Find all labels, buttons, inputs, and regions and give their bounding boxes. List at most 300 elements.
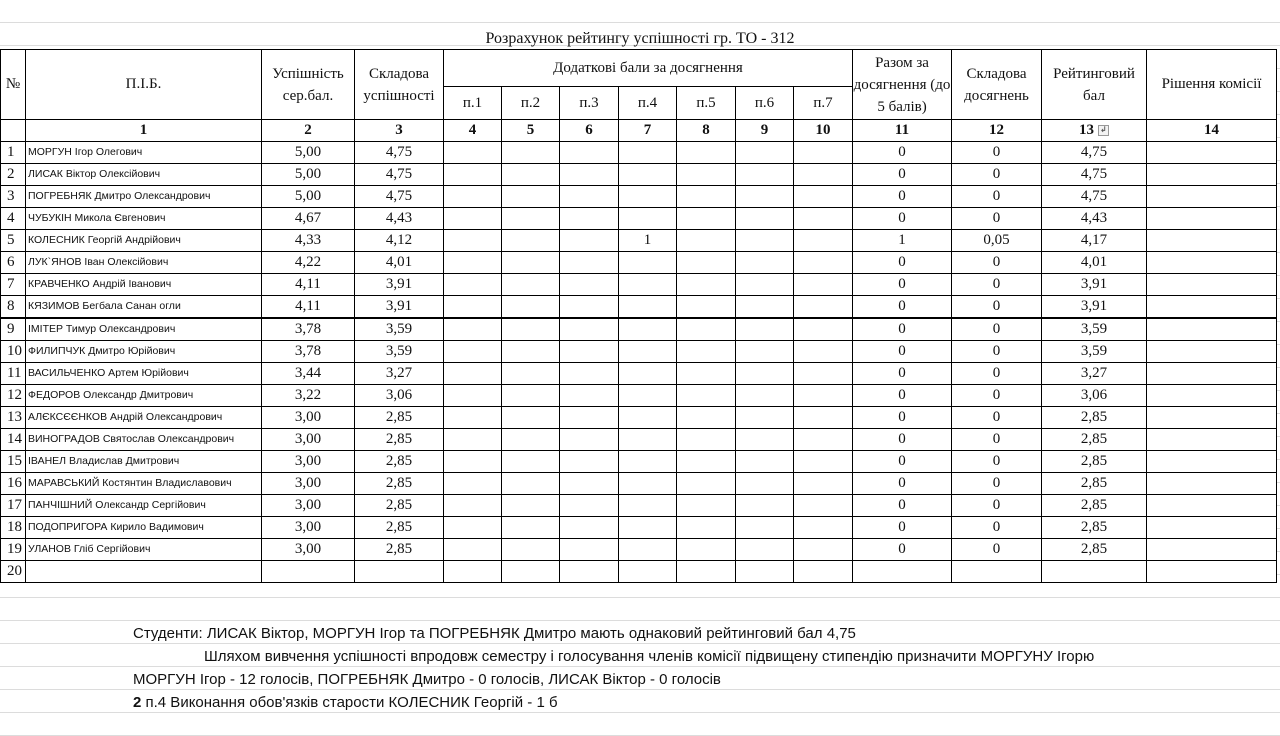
- success-component-cell[interactable]: 4,75: [355, 142, 444, 164]
- p6-cell[interactable]: [736, 429, 794, 451]
- p7-cell[interactable]: [794, 561, 853, 583]
- decision-cell[interactable]: [1147, 296, 1277, 319]
- avg-score-cell[interactable]: 4,11: [262, 296, 355, 319]
- achievement-component-cell[interactable]: 0: [952, 495, 1042, 517]
- col-number-cell[interactable]: 10: [794, 120, 853, 142]
- total-achievements-cell[interactable]: 0: [853, 517, 952, 539]
- avg-score-cell[interactable]: 5,00: [262, 142, 355, 164]
- success-component-cell[interactable]: 2,85: [355, 451, 444, 473]
- decision-cell[interactable]: [1147, 142, 1277, 164]
- total-achievements-cell[interactable]: [853, 561, 952, 583]
- p6-cell[interactable]: [736, 142, 794, 164]
- p3-cell[interactable]: [560, 274, 619, 296]
- row-number-cell[interactable]: 15: [1, 451, 26, 473]
- achievement-component-cell[interactable]: 0: [952, 363, 1042, 385]
- p3-cell[interactable]: [560, 473, 619, 495]
- p3-cell[interactable]: [560, 407, 619, 429]
- p2-cell[interactable]: [502, 451, 560, 473]
- p3-cell[interactable]: [560, 208, 619, 230]
- student-name-cell[interactable]: ІВАНЕЛ Владислав Дмитрович: [26, 451, 262, 473]
- total-achievements-cell[interactable]: 0: [853, 363, 952, 385]
- p5-cell[interactable]: [677, 274, 736, 296]
- success-component-cell[interactable]: 4,75: [355, 164, 444, 186]
- success-component-cell[interactable]: 2,85: [355, 539, 444, 561]
- p3-cell[interactable]: [560, 429, 619, 451]
- rating-score-cell[interactable]: 2,85: [1042, 407, 1147, 429]
- p2-cell[interactable]: [502, 296, 560, 319]
- achievement-component-cell[interactable]: 0: [952, 318, 1042, 341]
- avg-score-cell[interactable]: 4,22: [262, 252, 355, 274]
- achievement-component-cell[interactable]: 0: [952, 385, 1042, 407]
- p3-cell[interactable]: [560, 495, 619, 517]
- student-name-cell[interactable]: КОЛЕСНИК Георгій Андрійович: [26, 230, 262, 252]
- p7-cell[interactable]: [794, 186, 853, 208]
- rating-score-cell[interactable]: 3,91: [1042, 274, 1147, 296]
- p1-cell[interactable]: [444, 561, 502, 583]
- decision-cell[interactable]: [1147, 517, 1277, 539]
- p1-cell[interactable]: [444, 385, 502, 407]
- student-name-cell[interactable]: АЛЄКСЄЄНКОВ Андрій Олександрович: [26, 407, 262, 429]
- achievement-component-cell[interactable]: 0: [952, 274, 1042, 296]
- p1-cell[interactable]: [444, 407, 502, 429]
- p6-cell[interactable]: [736, 164, 794, 186]
- p1-cell[interactable]: [444, 142, 502, 164]
- p1-cell[interactable]: [444, 208, 502, 230]
- p1-cell[interactable]: [444, 230, 502, 252]
- rating-score-cell[interactable]: 3,59: [1042, 341, 1147, 363]
- p3-cell[interactable]: [560, 164, 619, 186]
- p1-cell[interactable]: [444, 451, 502, 473]
- total-achievements-cell[interactable]: 0: [853, 274, 952, 296]
- student-name-cell[interactable]: КЯЗИМОВ Бегбала Санан огли: [26, 296, 262, 319]
- student-name-cell[interactable]: ПАНЧІШНИЙ Олександр Сергійович: [26, 495, 262, 517]
- col-number-cell[interactable]: 2: [262, 120, 355, 142]
- row-number-cell[interactable]: 6: [1, 252, 26, 274]
- p3-cell[interactable]: [560, 561, 619, 583]
- p1-cell[interactable]: [444, 186, 502, 208]
- p7-cell[interactable]: [794, 429, 853, 451]
- decision-cell[interactable]: [1147, 341, 1277, 363]
- decision-cell[interactable]: [1147, 473, 1277, 495]
- total-achievements-cell[interactable]: 0: [853, 451, 952, 473]
- p1-cell[interactable]: [444, 274, 502, 296]
- rating-score-cell[interactable]: 2,85: [1042, 429, 1147, 451]
- p7-cell[interactable]: [794, 230, 853, 252]
- student-name-cell[interactable]: ВАСИЛЬЧЕНКО Артем Юрійович: [26, 363, 262, 385]
- decision-cell[interactable]: [1147, 407, 1277, 429]
- success-component-cell[interactable]: 2,85: [355, 517, 444, 539]
- filter-dropdown-icon[interactable]: ↲: [1098, 125, 1109, 136]
- achievement-component-cell[interactable]: 0: [952, 142, 1042, 164]
- p7-cell[interactable]: [794, 318, 853, 341]
- avg-score-cell[interactable]: 3,00: [262, 495, 355, 517]
- student-name-cell[interactable]: ФЕДОРОВ Олександр Дмитрович: [26, 385, 262, 407]
- p6-cell[interactable]: [736, 451, 794, 473]
- p5-cell[interactable]: [677, 296, 736, 319]
- p6-cell[interactable]: [736, 517, 794, 539]
- note-bonus[interactable]: [133, 694, 558, 711]
- rating-score-cell[interactable]: 3,91: [1042, 296, 1147, 319]
- achievement-component-cell[interactable]: 0: [952, 208, 1042, 230]
- row-number-cell[interactable]: 10: [1, 341, 26, 363]
- decision-cell[interactable]: [1147, 495, 1277, 517]
- student-name-cell[interactable]: МОРГУН Ігор Олегович: [26, 142, 262, 164]
- avg-score-cell[interactable]: 3,00: [262, 429, 355, 451]
- row-number-cell[interactable]: 8: [1, 296, 26, 319]
- avg-score-cell[interactable]: 3,00: [262, 407, 355, 429]
- p4-cell[interactable]: [619, 363, 677, 385]
- p5-cell[interactable]: [677, 341, 736, 363]
- p4-cell[interactable]: [619, 429, 677, 451]
- achievement-component-cell[interactable]: 0: [952, 296, 1042, 319]
- total-achievements-cell[interactable]: 0: [853, 186, 952, 208]
- p3-cell[interactable]: [560, 341, 619, 363]
- student-name-cell[interactable]: ВИНОГРАДОВ Святослав Олександрович: [26, 429, 262, 451]
- header-p5[interactable]: п.5: [677, 87, 736, 120]
- decision-cell[interactable]: [1147, 318, 1277, 341]
- decision-cell[interactable]: [1147, 252, 1277, 274]
- success-component-cell[interactable]: 3,59: [355, 318, 444, 341]
- p7-cell[interactable]: [794, 341, 853, 363]
- p3-cell[interactable]: [560, 385, 619, 407]
- col-number-cell[interactable]: 7: [619, 120, 677, 142]
- p2-cell[interactable]: [502, 274, 560, 296]
- rating-score-cell[interactable]: 4,43: [1042, 208, 1147, 230]
- student-name-cell[interactable]: УЛАНОВ Гліб Сергійович: [26, 539, 262, 561]
- row-number-cell[interactable]: 5: [1, 230, 26, 252]
- decision-cell[interactable]: [1147, 363, 1277, 385]
- achievement-component-cell[interactable]: 0: [952, 186, 1042, 208]
- header-p7[interactable]: п.7: [794, 87, 853, 120]
- p3-cell[interactable]: [560, 186, 619, 208]
- total-achievements-cell[interactable]: 0: [853, 495, 952, 517]
- decision-cell[interactable]: [1147, 186, 1277, 208]
- p2-cell[interactable]: [502, 517, 560, 539]
- col-number-cell[interactable]: 9: [736, 120, 794, 142]
- avg-score-cell[interactable]: 4,67: [262, 208, 355, 230]
- header-p3[interactable]: п.3: [560, 87, 619, 120]
- total-achievements-cell[interactable]: 0: [853, 539, 952, 561]
- achievement-component-cell[interactable]: [952, 561, 1042, 583]
- p5-cell[interactable]: [677, 385, 736, 407]
- student-name-cell[interactable]: ПОДОПРИГОРА Кирило Вадимович: [26, 517, 262, 539]
- col-number-cell[interactable]: [1042, 120, 1147, 142]
- success-component-cell[interactable]: 2,85: [355, 495, 444, 517]
- rating-score-cell[interactable]: 4,01: [1042, 252, 1147, 274]
- header-p1[interactable]: п.1: [444, 87, 502, 120]
- header-pib[interactable]: П.І.Б.: [26, 50, 262, 120]
- col-number-cell[interactable]: 3: [355, 120, 444, 142]
- p5-cell[interactable]: [677, 164, 736, 186]
- p6-cell[interactable]: [736, 230, 794, 252]
- p6-cell[interactable]: [736, 539, 794, 561]
- rating-score-cell[interactable]: 3,06: [1042, 385, 1147, 407]
- p3-cell[interactable]: [560, 539, 619, 561]
- p2-cell[interactable]: [502, 186, 560, 208]
- col-number-cell[interactable]: 12: [952, 120, 1042, 142]
- row-number-cell[interactable]: 13: [1, 407, 26, 429]
- p3-cell[interactable]: [560, 363, 619, 385]
- p6-cell[interactable]: [736, 252, 794, 274]
- p3-cell[interactable]: [560, 296, 619, 319]
- col-number-cell[interactable]: 4: [444, 120, 502, 142]
- p6-cell[interactable]: [736, 341, 794, 363]
- total-achievements-cell[interactable]: 0: [853, 407, 952, 429]
- p5-cell[interactable]: [677, 186, 736, 208]
- p3-cell[interactable]: [560, 252, 619, 274]
- p1-cell[interactable]: [444, 164, 502, 186]
- success-component-cell[interactable]: 3,59: [355, 341, 444, 363]
- p2-cell[interactable]: [502, 208, 560, 230]
- note-decision[interactable]: Шляхом вивчення успішності впродовж семестру і голосування членів комісії підвищену стипендію призначити МОРГУНУ Ігорю: [204, 648, 1095, 665]
- student-name-cell[interactable]: ЧУБУКІН Микола Євгенович: [26, 208, 262, 230]
- row-number-cell[interactable]: 14: [1, 429, 26, 451]
- achievement-component-cell[interactable]: 0: [952, 164, 1042, 186]
- row-number-cell[interactable]: 9: [1, 318, 26, 341]
- p2-cell[interactable]: [502, 429, 560, 451]
- p7-cell[interactable]: [794, 142, 853, 164]
- avg-score-cell[interactable]: 3,00: [262, 539, 355, 561]
- avg-score-cell[interactable]: 5,00: [262, 186, 355, 208]
- avg-score-cell[interactable]: [262, 561, 355, 583]
- success-component-cell[interactable]: 3,91: [355, 274, 444, 296]
- p5-cell[interactable]: [677, 407, 736, 429]
- total-achievements-cell[interactable]: 0: [853, 341, 952, 363]
- header-no[interactable]: №: [1, 50, 26, 120]
- p5-cell[interactable]: [677, 517, 736, 539]
- total-achievements-cell[interactable]: 0: [853, 208, 952, 230]
- header-p6[interactable]: п.6: [736, 87, 794, 120]
- rating-score-cell[interactable]: 4,75: [1042, 164, 1147, 186]
- achievement-component-cell[interactable]: 0: [952, 473, 1042, 495]
- total-achievements-cell[interactable]: 0: [853, 385, 952, 407]
- p1-cell[interactable]: [444, 363, 502, 385]
- success-component-cell[interactable]: 4,01: [355, 252, 444, 274]
- p7-cell[interactable]: [794, 473, 853, 495]
- p1-cell[interactable]: [444, 539, 502, 561]
- p2-cell[interactable]: [502, 341, 560, 363]
- p5-cell[interactable]: [677, 473, 736, 495]
- p4-cell[interactable]: [619, 407, 677, 429]
- rating-score-cell[interactable]: 3,59: [1042, 318, 1147, 341]
- p5-cell[interactable]: [677, 142, 736, 164]
- p2-cell[interactable]: [502, 164, 560, 186]
- p5-cell[interactable]: [677, 363, 736, 385]
- header-ach[interactable]: Складова досягнень: [952, 50, 1042, 120]
- rating-score-cell[interactable]: 4,75: [1042, 142, 1147, 164]
- rating-score-cell[interactable]: 4,75: [1042, 186, 1147, 208]
- p4-cell[interactable]: [619, 164, 677, 186]
- p4-cell[interactable]: [619, 341, 677, 363]
- p7-cell[interactable]: [794, 495, 853, 517]
- p7-cell[interactable]: [794, 451, 853, 473]
- p5-cell[interactable]: [677, 495, 736, 517]
- p7-cell[interactable]: [794, 385, 853, 407]
- p2-cell[interactable]: [502, 142, 560, 164]
- header-rating[interactable]: Рейтинговий бал: [1042, 50, 1147, 120]
- total-achievements-cell[interactable]: 0: [853, 318, 952, 341]
- success-component-cell[interactable]: 3,27: [355, 363, 444, 385]
- success-component-cell[interactable]: 4,43: [355, 208, 444, 230]
- row-number-cell[interactable]: 17: [1, 495, 26, 517]
- avg-score-cell[interactable]: 3,00: [262, 517, 355, 539]
- p1-cell[interactable]: [444, 341, 502, 363]
- avg-score-cell[interactable]: 3,00: [262, 451, 355, 473]
- p5-cell[interactable]: [677, 318, 736, 341]
- p5-cell[interactable]: [677, 230, 736, 252]
- decision-cell[interactable]: [1147, 451, 1277, 473]
- col-number-cell[interactable]: 1: [26, 120, 262, 142]
- student-name-cell[interactable]: ІМІТЕР Тимур Олександрович: [26, 318, 262, 341]
- col-number-cell[interactable]: 6: [560, 120, 619, 142]
- p7-cell[interactable]: [794, 539, 853, 561]
- rating-score-cell[interactable]: 2,85: [1042, 451, 1147, 473]
- p4-cell[interactable]: [619, 318, 677, 341]
- p4-cell[interactable]: [619, 252, 677, 274]
- p5-cell[interactable]: [677, 252, 736, 274]
- p2-cell[interactable]: [502, 318, 560, 341]
- achievement-component-cell[interactable]: 0: [952, 539, 1042, 561]
- p4-cell[interactable]: [619, 561, 677, 583]
- p7-cell[interactable]: [794, 274, 853, 296]
- decision-cell[interactable]: [1147, 274, 1277, 296]
- student-name-cell[interactable]: ЛИСАК Віктор Олексійович: [26, 164, 262, 186]
- total-achievements-cell[interactable]: 0: [853, 473, 952, 495]
- p3-cell[interactable]: [560, 230, 619, 252]
- header-bonus[interactable]: Додаткові бали за досягнення: [444, 50, 853, 87]
- success-component-cell[interactable]: 3,91: [355, 296, 444, 319]
- row-number-cell[interactable]: 16: [1, 473, 26, 495]
- p5-cell[interactable]: [677, 208, 736, 230]
- p1-cell[interactable]: [444, 473, 502, 495]
- col-number-cell[interactable]: 11: [853, 120, 952, 142]
- total-achievements-cell[interactable]: 0: [853, 164, 952, 186]
- rating-score-cell[interactable]: 4,17: [1042, 230, 1147, 252]
- achievement-component-cell[interactable]: 0: [952, 341, 1042, 363]
- note-equal-rating[interactable]: Студенти: ЛИСАК Віктор, МОРГУН Ігор та ПОГРЕБНЯК Дмитро мають однаковий рейтинговий бал 4,75: [133, 625, 856, 642]
- p4-cell[interactable]: [619, 451, 677, 473]
- achievement-component-cell[interactable]: 0: [952, 407, 1042, 429]
- p2-cell[interactable]: [502, 539, 560, 561]
- total-achievements-cell[interactable]: 1: [853, 230, 952, 252]
- p7-cell[interactable]: [794, 363, 853, 385]
- achievement-component-cell[interactable]: 0: [952, 429, 1042, 451]
- col-number-cell[interactable]: 5: [502, 120, 560, 142]
- decision-cell[interactable]: [1147, 230, 1277, 252]
- p3-cell[interactable]: [560, 451, 619, 473]
- p1-cell[interactable]: [444, 429, 502, 451]
- p1-cell[interactable]: [444, 517, 502, 539]
- p4-cell[interactable]: [619, 495, 677, 517]
- p4-cell[interactable]: [619, 186, 677, 208]
- p4-cell[interactable]: [619, 142, 677, 164]
- p2-cell[interactable]: [502, 495, 560, 517]
- p1-cell[interactable]: [444, 252, 502, 274]
- total-achievements-cell[interactable]: 0: [853, 296, 952, 319]
- decision-cell[interactable]: [1147, 164, 1277, 186]
- student-name-cell[interactable]: КРАВЧЕНКО Андрій Іванович: [26, 274, 262, 296]
- row-number-cell[interactable]: 4: [1, 208, 26, 230]
- p6-cell[interactable]: [736, 274, 794, 296]
- student-name-cell[interactable]: ЛУК`ЯНОВ Іван Олексійович: [26, 252, 262, 274]
- success-component-cell[interactable]: 2,85: [355, 473, 444, 495]
- p4-cell[interactable]: [619, 473, 677, 495]
- row-number-cell[interactable]: 7: [1, 274, 26, 296]
- decision-cell[interactable]: [1147, 561, 1277, 583]
- header-p4[interactable]: п.4: [619, 87, 677, 120]
- p5-cell[interactable]: [677, 429, 736, 451]
- achievement-component-cell[interactable]: 0,05: [952, 230, 1042, 252]
- success-component-cell[interactable]: 2,85: [355, 407, 444, 429]
- avg-score-cell[interactable]: 3,78: [262, 318, 355, 341]
- p6-cell[interactable]: [736, 186, 794, 208]
- p1-cell[interactable]: [444, 495, 502, 517]
- p3-cell[interactable]: [560, 142, 619, 164]
- avg-score-cell[interactable]: 3,22: [262, 385, 355, 407]
- header-comp[interactable]: Складова успішності: [355, 50, 444, 120]
- p5-cell[interactable]: [677, 539, 736, 561]
- p7-cell[interactable]: [794, 164, 853, 186]
- avg-score-cell[interactable]: 3,78: [262, 341, 355, 363]
- p6-cell[interactable]: [736, 495, 794, 517]
- p7-cell[interactable]: [794, 252, 853, 274]
- header-p2[interactable]: п.2: [502, 87, 560, 120]
- p4-cell[interactable]: [619, 385, 677, 407]
- p7-cell[interactable]: [794, 208, 853, 230]
- avg-score-cell[interactable]: 4,33: [262, 230, 355, 252]
- p2-cell[interactable]: [502, 407, 560, 429]
- row-number-cell[interactable]: 20: [1, 561, 26, 583]
- p1-cell[interactable]: [444, 318, 502, 341]
- student-name-cell[interactable]: МАРАВСЬКИЙ Костянтин Владиславович: [26, 473, 262, 495]
- p6-cell[interactable]: [736, 473, 794, 495]
- row-number-cell[interactable]: 18: [1, 517, 26, 539]
- p6-cell[interactable]: [736, 363, 794, 385]
- decision-cell[interactable]: [1147, 429, 1277, 451]
- avg-score-cell[interactable]: 3,44: [262, 363, 355, 385]
- note-votes[interactable]: МОРГУН Ігор - 12 голосів, ПОГРЕБНЯК Дмитро - 0 голосів, ЛИСАК Віктор - 0 голосів: [133, 671, 721, 688]
- p2-cell[interactable]: [502, 473, 560, 495]
- rating-score-cell[interactable]: 2,85: [1042, 473, 1147, 495]
- avg-score-cell[interactable]: 3,00: [262, 473, 355, 495]
- p6-cell[interactable]: [736, 296, 794, 319]
- p5-cell[interactable]: [677, 561, 736, 583]
- rating-score-cell[interactable]: [1042, 561, 1147, 583]
- p3-cell[interactable]: [560, 318, 619, 341]
- success-component-cell[interactable]: 3,06: [355, 385, 444, 407]
- achievement-component-cell[interactable]: 0: [952, 517, 1042, 539]
- p4-cell[interactable]: [619, 208, 677, 230]
- student-name-cell[interactable]: ФИЛИПЧУК Дмитро Юрійович: [26, 341, 262, 363]
- avg-score-cell[interactable]: 4,11: [262, 274, 355, 296]
- success-component-cell[interactable]: [355, 561, 444, 583]
- header-total[interactable]: Разом за досягнення (до 5 балів): [853, 50, 952, 120]
- header-decision[interactable]: Рішення комісії: [1147, 50, 1277, 120]
- success-component-cell[interactable]: 2,85: [355, 429, 444, 451]
- student-name-cell[interactable]: [26, 561, 262, 583]
- rating-score-cell[interactable]: 2,85: [1042, 539, 1147, 561]
- p5-cell[interactable]: [677, 451, 736, 473]
- p6-cell[interactable]: [736, 407, 794, 429]
- p4-cell[interactable]: [619, 539, 677, 561]
- success-component-cell[interactable]: 4,75: [355, 186, 444, 208]
- p2-cell[interactable]: [502, 252, 560, 274]
- decision-cell[interactable]: [1147, 385, 1277, 407]
- p7-cell[interactable]: [794, 296, 853, 319]
- p1-cell[interactable]: [444, 296, 502, 319]
- student-name-cell[interactable]: ПОГРЕБНЯК Дмитро Олександрович: [26, 186, 262, 208]
- achievement-component-cell[interactable]: 0: [952, 252, 1042, 274]
